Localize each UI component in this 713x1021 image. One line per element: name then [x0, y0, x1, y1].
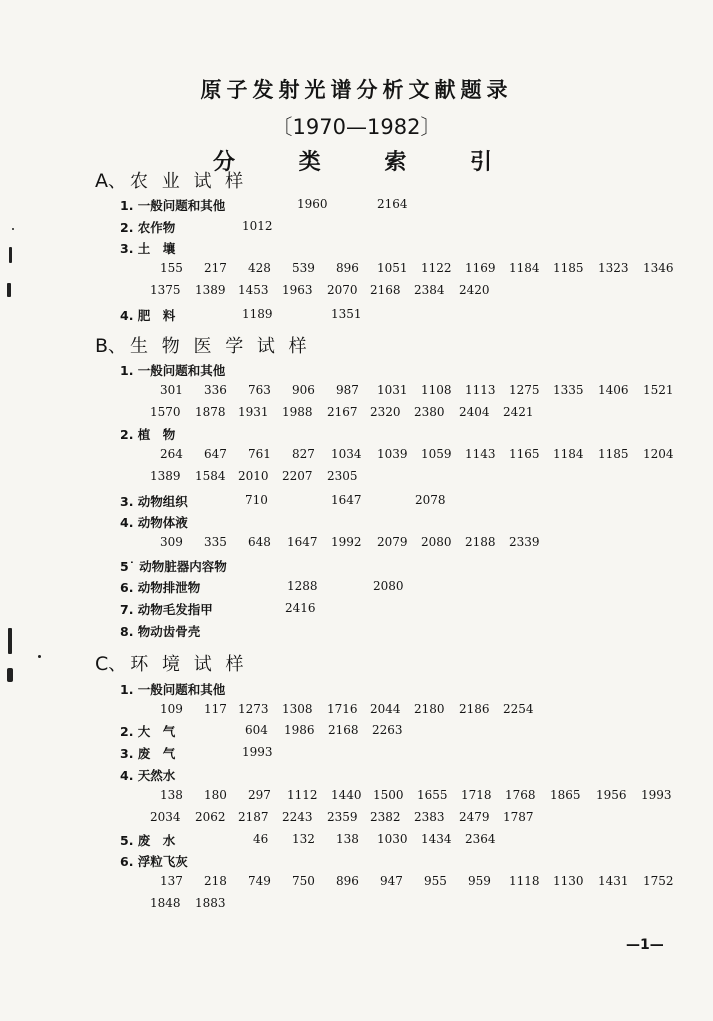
year-range: 〔1970—1982〕 [271, 115, 442, 139]
section-heading [95, 332, 311, 358]
reference-number: 1931 [238, 405, 269, 419]
reference-number: 1184 [509, 261, 540, 275]
reference-number: 647 [204, 447, 227, 461]
reference-number: 1185 [598, 447, 629, 461]
reference-number: 1346 [643, 261, 674, 275]
page-number: —1— [626, 937, 664, 953]
reference-number: 1647 [331, 493, 362, 507]
subcategory-label: 3. 动物组织 [120, 494, 188, 509]
reference-number: 1031 [377, 383, 408, 397]
scan-speck [12, 228, 14, 230]
reference-number: 1453 [238, 283, 269, 297]
reference-number: 138 [336, 832, 359, 846]
reference-number: 2243 [282, 810, 313, 824]
reference-number: 1389 [195, 283, 226, 297]
reference-number: 1500 [373, 788, 404, 802]
reference-number: 896 [336, 874, 359, 888]
reference-number: 2416 [285, 601, 316, 615]
reference-number: 1389 [150, 469, 181, 483]
reference-number: 1584 [195, 469, 226, 483]
reference-number: 2305 [327, 469, 358, 483]
reference-number: 648 [248, 535, 271, 549]
reference-number: 2383 [414, 810, 445, 824]
reference-number: 2207 [282, 469, 313, 483]
reference-number: 1993 [242, 745, 273, 759]
reference-number: 987 [336, 383, 359, 397]
reference-number: 1308 [282, 702, 313, 716]
reference-number: 750 [292, 874, 315, 888]
reference-number: 2080 [373, 579, 404, 593]
reference-number: 763 [248, 383, 271, 397]
reference-number: 2070 [327, 283, 358, 297]
reference-number: 2164 [377, 197, 408, 211]
reference-number: 2187 [238, 810, 269, 824]
reference-number: 1960 [297, 197, 328, 211]
section-label: 、农 业 试 样 [108, 171, 248, 192]
reference-number: 2010 [238, 469, 269, 483]
reference-number: 137 [160, 874, 183, 888]
reference-number: 335 [204, 535, 227, 549]
subcategory-label: 2. 农作物 [120, 220, 176, 235]
subcategory-label: 6. 动物排泄物 [120, 580, 201, 595]
reference-number: 180 [204, 788, 227, 802]
reference-number: 1993 [641, 788, 672, 802]
reference-number: 2380 [414, 405, 445, 419]
reference-number: 1273 [238, 702, 269, 716]
reference-number: 2034 [150, 810, 181, 824]
reference-number: 1204 [643, 447, 674, 461]
subcategory-label: 1. 一般问题和其他 [120, 198, 226, 213]
subcategory-label: 5˙ 动物脏器内容物 [120, 559, 227, 574]
scan-speck [7, 668, 13, 682]
reference-number: 1406 [598, 383, 629, 397]
reference-number: 1323 [598, 261, 629, 275]
section-letter: A [95, 170, 108, 192]
reference-number: 1752 [643, 874, 674, 888]
scan-speck [38, 655, 41, 658]
subcategory-label: 4. 肥 料 [120, 308, 176, 323]
subcategory-label: 2. 大 气 [120, 724, 176, 739]
reference-number: 2339 [509, 535, 540, 549]
reference-number: 2186 [459, 702, 490, 716]
reference-number: 604 [245, 723, 268, 737]
section-letter: C [95, 653, 109, 675]
reference-number: 1275 [509, 383, 540, 397]
subcategory-label: 1. 一般问题和其他 [120, 682, 226, 697]
reference-number: 1963 [282, 283, 313, 297]
reference-number: 2359 [327, 810, 358, 824]
reference-number: 2168 [370, 283, 401, 297]
reference-number: 309 [160, 535, 183, 549]
reference-number: 1521 [643, 383, 674, 397]
reference-number: 297 [248, 788, 271, 802]
reference-number: 1039 [377, 447, 408, 461]
reference-number: 1059 [421, 447, 452, 461]
subcategory-label: 4. 动物体液 [120, 515, 188, 530]
reference-number: 1848 [150, 896, 181, 910]
reference-number: 1986 [284, 723, 315, 737]
reference-number: 539 [292, 261, 315, 275]
reference-number: 2420 [459, 283, 490, 297]
reference-number: 749 [248, 874, 271, 888]
reference-number: 1865 [550, 788, 581, 802]
reference-number: 1113 [465, 383, 496, 397]
section-label: 、生 物 医 学 试 样 [108, 336, 311, 357]
reference-number: 1434 [421, 832, 452, 846]
reference-number: 2384 [414, 283, 445, 297]
reference-number: 1169 [465, 261, 496, 275]
reference-number: 1570 [150, 405, 181, 419]
reference-number: 761 [248, 447, 271, 461]
reference-number: 1787 [503, 810, 534, 824]
reference-number: 1185 [553, 261, 584, 275]
reference-number: 1122 [421, 261, 452, 275]
reference-number: 428 [248, 261, 271, 275]
reference-number: 336 [204, 383, 227, 397]
reference-number: 2364 [465, 832, 496, 846]
subcategory-label: 8. 物动齿骨壳 [120, 624, 201, 639]
subcategory-label: 6. 浮粒飞灰 [120, 854, 188, 869]
reference-number: 896 [336, 261, 359, 275]
section-heading [95, 650, 247, 676]
reference-number: 2079 [377, 535, 408, 549]
reference-number: 1988 [282, 405, 313, 419]
reference-number: 217 [204, 261, 227, 275]
reference-number: 1716 [327, 702, 358, 716]
subcategory-label: 3. 土 壤 [120, 241, 176, 256]
reference-number: 2421 [503, 405, 534, 419]
reference-number: 132 [292, 832, 315, 846]
reference-number: 2479 [459, 810, 490, 824]
reference-number: 1118 [509, 874, 540, 888]
reference-number: 1130 [553, 874, 584, 888]
reference-number: 827 [292, 447, 315, 461]
reference-number: 1440 [331, 788, 362, 802]
section-heading [95, 167, 247, 193]
reference-number: 2263 [372, 723, 403, 737]
reference-number: 1431 [598, 874, 629, 888]
subcategory-label: 3. 废 气 [120, 746, 176, 761]
scan-speck [9, 247, 12, 263]
reference-number: 1655 [417, 788, 448, 802]
reference-number: 2320 [370, 405, 401, 419]
reference-number: 2382 [370, 810, 401, 824]
scan-speck [7, 283, 11, 297]
reference-number: 155 [160, 261, 183, 275]
reference-number: 906 [292, 383, 315, 397]
reference-number: 1051 [377, 261, 408, 275]
reference-number: 117 [204, 702, 227, 716]
reference-number: 1647 [287, 535, 318, 549]
reference-number: 2180 [414, 702, 445, 716]
reference-number: 2080 [421, 535, 452, 549]
index-heading: 分 类 索 引 [213, 149, 520, 175]
reference-number: 2188 [465, 535, 496, 549]
reference-number: 218 [204, 874, 227, 888]
reference-number: 2078 [415, 493, 446, 507]
reference-number: 1034 [331, 447, 362, 461]
reference-number: 947 [380, 874, 403, 888]
reference-number: 710 [245, 493, 268, 507]
reference-number: 1108 [421, 383, 452, 397]
reference-number: 959 [468, 874, 491, 888]
reference-number: 264 [160, 447, 183, 461]
scan-speck [8, 628, 12, 654]
reference-number: 1718 [461, 788, 492, 802]
reference-number: 1956 [596, 788, 627, 802]
section-letter: B [95, 335, 109, 357]
reference-number: 1165 [509, 447, 540, 461]
subcategory-label: 7. 动物毛发指甲 [120, 602, 213, 617]
reference-number: 2044 [370, 702, 401, 716]
reference-number: 1878 [195, 405, 226, 419]
reference-number: 1112 [287, 788, 318, 802]
reference-number: 1143 [465, 447, 496, 461]
reference-number: 1768 [505, 788, 536, 802]
document-title: 原子发射光谱分析文献题录 [200, 77, 513, 102]
section-label: 、环 境 试 样 [108, 654, 248, 675]
reference-number: 1030 [377, 832, 408, 846]
reference-number: 1288 [287, 579, 318, 593]
reference-number: 2167 [327, 405, 358, 419]
reference-number: 1351 [331, 307, 362, 321]
reference-number: 1375 [150, 283, 181, 297]
reference-number: 1012 [242, 219, 273, 233]
reference-number: 1189 [242, 307, 273, 321]
subcategory-label: 4. 天然水 [120, 768, 176, 783]
reference-number: 2168 [328, 723, 359, 737]
reference-number: 2404 [459, 405, 490, 419]
subcategory-label: 1. 一般问题和其他 [120, 363, 226, 378]
subcategory-label: 2. 植 物 [120, 427, 176, 442]
reference-number: 138 [160, 788, 183, 802]
reference-number: 1335 [553, 383, 584, 397]
reference-number: 2254 [503, 702, 534, 716]
reference-number: 955 [424, 874, 447, 888]
reference-number: 1883 [195, 896, 226, 910]
reference-number: 301 [160, 383, 183, 397]
reference-number: 1184 [553, 447, 584, 461]
reference-number: 109 [160, 702, 183, 716]
reference-number: 46 [253, 832, 269, 846]
subcategory-label: 5. 废 水 [120, 833, 176, 848]
reference-number: 2062 [195, 810, 226, 824]
reference-number: 1992 [331, 535, 362, 549]
